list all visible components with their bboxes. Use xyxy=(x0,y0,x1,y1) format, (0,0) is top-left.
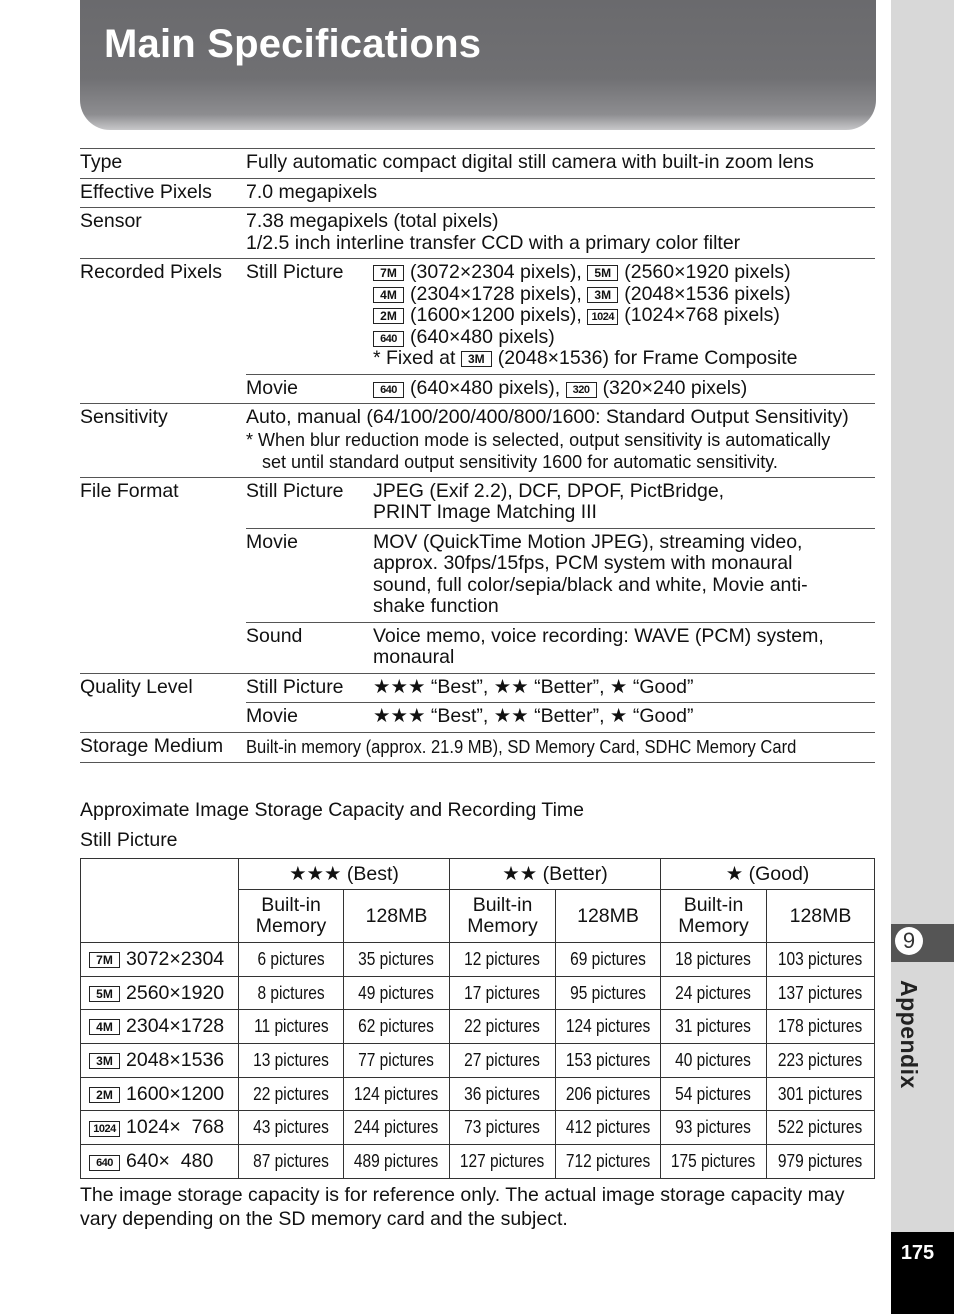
capacity-value: 22 pictures xyxy=(464,1016,541,1037)
spec-value: ★★★ “Best”, ★★ “Better”, ★ “Good” xyxy=(373,703,875,733)
capacity-value: 178 pictures xyxy=(778,1016,863,1037)
capacity-value: 137 pictures xyxy=(778,982,863,1003)
capacity-value: 8 pictures xyxy=(257,982,325,1003)
capacity-cell xyxy=(344,943,450,977)
capacity-value: 93 pictures xyxy=(675,1117,752,1138)
sensor-line: 7.38 megapixels (total pixels) xyxy=(246,210,499,232)
recorded-line xyxy=(373,305,875,327)
spec-row-file-format-still xyxy=(80,477,875,528)
media-header: 128MB xyxy=(556,890,661,943)
spec-sublabel: Still Picture xyxy=(246,673,373,703)
note-prefix: * Fixed at xyxy=(373,347,456,369)
spec-row-type xyxy=(80,149,875,179)
capacity-value: 153 pictures xyxy=(565,1049,651,1070)
table-row xyxy=(81,1010,875,1044)
spec-label: Type xyxy=(80,149,246,179)
capacity-cell xyxy=(556,976,661,1010)
spec-sublabel: Still Picture xyxy=(246,477,373,528)
capacity-value: 124 pictures xyxy=(354,1083,439,1104)
capacity-value: 35 pictures xyxy=(358,948,435,969)
recorded-text: (640×480 pixels), xyxy=(410,376,561,399)
title-banner xyxy=(80,0,876,130)
file-format-line: JPEG (Exif 2.2), DCF, DPOF, PictBridge, xyxy=(373,479,725,502)
capacity-cell xyxy=(450,1145,556,1179)
spec-label: Sensor xyxy=(80,208,246,259)
spec-value xyxy=(373,259,875,375)
table-row xyxy=(81,943,875,977)
capacity-cell xyxy=(239,1044,344,1078)
capacity-footnote: The image storage capacity is for reference only. The actual image storage capacity may vary depending on the SD memory card and the subject. xyxy=(80,1184,845,1230)
spec-sublabel: Movie xyxy=(246,374,373,404)
size-3m-icon: 3M xyxy=(461,351,492,367)
capacity-cell xyxy=(767,1145,875,1179)
frame-composite-note xyxy=(373,348,875,370)
spec-table xyxy=(80,148,875,763)
capacity-cell xyxy=(661,1111,767,1145)
capacity-value: 301 pictures xyxy=(778,1083,863,1104)
capacity-cell xyxy=(767,976,875,1010)
capacity-cell xyxy=(344,1077,450,1111)
capacity-cell xyxy=(450,1044,556,1078)
media-header: Built-in Memory xyxy=(450,890,556,943)
capacity-table xyxy=(80,858,875,1179)
capacity-value: 412 pictures xyxy=(565,1117,651,1138)
capacity-corner-cell xyxy=(81,859,239,943)
size-2m-icon: 2M xyxy=(89,1087,120,1103)
chapter-number: 9 xyxy=(895,927,923,955)
capacity-cell xyxy=(344,1111,450,1145)
capacity-cell xyxy=(450,976,556,1010)
capacity-value: 54 pictures xyxy=(675,1083,752,1104)
resolution-text: 2304×1728 xyxy=(126,1015,225,1038)
page-number: 175 xyxy=(900,1242,935,1264)
page-title: Main Specifications xyxy=(104,22,482,66)
storage-medium-value: Built-in memory (approx. 21.9 MB), SD Memory Card, SDHC Memory Card xyxy=(246,736,797,757)
spec-row-recorded-pixels-still xyxy=(80,259,875,375)
capacity-cell xyxy=(556,1077,661,1111)
spec-value xyxy=(246,732,875,762)
recorded-line xyxy=(373,327,875,349)
capacity-cell xyxy=(767,1111,875,1145)
capacity-value: 175 pictures xyxy=(671,1150,756,1171)
capacity-cell xyxy=(239,1077,344,1111)
size-4m-icon: 4M xyxy=(89,1019,120,1035)
size-3m-icon: 3M xyxy=(587,287,618,303)
recorded-text: (2048×1536 pixels) xyxy=(624,282,791,305)
media-header: Built-in Memory xyxy=(661,890,767,943)
capacity-value: 244 pictures xyxy=(354,1117,439,1138)
capacity-cell xyxy=(239,1111,344,1145)
size-640-icon: 640 xyxy=(373,331,404,347)
spec-label: Quality Level xyxy=(80,673,246,732)
capacity-value: 127 pictures xyxy=(460,1150,545,1171)
quality-header: ★ (Good) xyxy=(661,859,875,890)
capacity-cell xyxy=(344,976,450,1010)
resolution-cell xyxy=(81,1077,239,1111)
capacity-cell xyxy=(661,1145,767,1179)
capacity-value: 69 pictures xyxy=(570,948,646,969)
spec-label: Effective Pixels xyxy=(80,178,246,208)
recorded-line xyxy=(373,262,875,284)
note-text: (2048×1536) for Frame Composite xyxy=(497,347,798,369)
resolution-cell xyxy=(81,1145,239,1179)
capacity-value: 43 pictures xyxy=(253,1117,329,1138)
size-2m-icon: 2M xyxy=(373,308,404,324)
resolution-cell xyxy=(81,1111,239,1145)
recorded-line xyxy=(373,284,875,306)
table-row xyxy=(81,1077,875,1111)
spec-value: Fully automatic compact digital still camera with built-in zoom lens xyxy=(246,149,875,179)
capacity-value: 73 pictures xyxy=(464,1117,541,1138)
capacity-value: 31 pictures xyxy=(675,1016,752,1037)
capacity-value: 95 pictures xyxy=(570,982,646,1003)
still-picture-heading: Still Picture xyxy=(80,829,178,851)
spec-label: File Format xyxy=(80,477,246,673)
capacity-cell xyxy=(239,976,344,1010)
recorded-text: (2560×1920 pixels) xyxy=(624,261,791,283)
capacity-value: 12 pictures xyxy=(464,948,541,969)
capacity-cell xyxy=(556,1044,661,1078)
spec-value xyxy=(373,374,875,404)
spec-sublabel: Movie xyxy=(246,528,373,622)
recorded-text: (640×480 pixels) xyxy=(410,325,555,348)
media-header: Built-in Memory xyxy=(239,890,344,943)
capacity-cell xyxy=(661,943,767,977)
capacity-value: 11 pictures xyxy=(253,1016,329,1037)
capacity-value: 36 pictures xyxy=(464,1083,541,1104)
resolution-cell xyxy=(81,976,239,1010)
resolution-cell xyxy=(81,1044,239,1078)
capacity-value: 522 pictures xyxy=(778,1117,863,1138)
media-header: 128MB xyxy=(767,890,875,943)
resolution-cell xyxy=(81,1010,239,1044)
table-row xyxy=(81,1044,875,1078)
capacity-value: 22 pictures xyxy=(253,1083,329,1104)
capacity-value: 24 pictures xyxy=(675,982,752,1003)
capacity-cell xyxy=(661,1077,767,1111)
spec-sublabel: Movie xyxy=(246,703,373,733)
size-1024-icon: 1024 xyxy=(587,309,618,325)
capacity-cell xyxy=(556,1111,661,1145)
resolution-text: 1024× 768 xyxy=(126,1116,225,1139)
size-640-icon: 640 xyxy=(89,1155,120,1171)
resolution-text: 2048×1536 xyxy=(126,1048,225,1071)
resolution-text: 1600×1200 xyxy=(126,1082,225,1105)
capacity-cell xyxy=(344,1044,450,1078)
size-7m-icon: 7M xyxy=(89,952,120,968)
capacity-cell xyxy=(556,1010,661,1044)
spec-value xyxy=(246,404,875,478)
spec-value xyxy=(246,208,875,259)
spec-row-effective-pixels xyxy=(80,178,875,208)
table-row xyxy=(81,976,875,1010)
spec-label: Storage Medium xyxy=(80,732,246,762)
capacity-cell xyxy=(450,1077,556,1111)
size-1024-icon: 1024 xyxy=(89,1121,120,1137)
capacity-value: 27 pictures xyxy=(464,1049,541,1070)
spec-row-sensitivity xyxy=(80,404,875,478)
size-320-icon: 320 xyxy=(566,382,597,398)
sensitivity-note-line: set until standard output sensitivity 1600 for automatic sensitivity. xyxy=(262,451,778,472)
spec-value: ★★★ “Best”, ★★ “Better”, ★ “Good” xyxy=(373,673,875,703)
capacity-value: 13 pictures xyxy=(253,1049,329,1070)
recorded-text: (3072×2304 pixels), xyxy=(410,261,582,283)
capacity-cell xyxy=(450,1010,556,1044)
spec-row-storage-medium xyxy=(80,732,875,762)
recorded-text: (1600×1200 pixels), xyxy=(410,304,582,326)
resolution-cell xyxy=(81,943,239,977)
capacity-value: 77 pictures xyxy=(358,1049,435,1070)
resolution-text: 2560×1920 xyxy=(126,981,225,1004)
capacity-value: 489 pictures xyxy=(354,1150,439,1171)
capacity-cell xyxy=(767,943,875,977)
capacity-value: 40 pictures xyxy=(675,1049,752,1070)
capacity-cell xyxy=(450,1111,556,1145)
file-format-line: PRINT Image Matching III xyxy=(373,501,597,523)
capacity-cell xyxy=(239,1145,344,1179)
spec-value: MOV (QuickTime Motion JPEG), streaming video, approx. 30fps/15fps, PCM system with monaural sound, full color/sepia/black and white, Movie anti-shake function xyxy=(373,528,875,622)
spec-sublabel: Sound xyxy=(246,622,373,673)
spec-label: Sensitivity xyxy=(80,404,246,478)
size-5m-icon: 5M xyxy=(89,986,120,1002)
capacity-value: 18 pictures xyxy=(675,948,752,969)
capacity-value: 62 pictures xyxy=(358,1016,435,1037)
capacity-header-row xyxy=(81,859,875,890)
capacity-cell xyxy=(767,1077,875,1111)
spec-sublabel: Still Picture xyxy=(246,259,373,375)
capacity-cell xyxy=(661,1010,767,1044)
chapter-side-strip xyxy=(891,0,954,1314)
spec-value xyxy=(373,477,875,528)
capacity-value: 124 pictures xyxy=(565,1016,651,1037)
capacity-cell xyxy=(767,1010,875,1044)
capacity-cell xyxy=(661,976,767,1010)
sensitivity-value: Auto, manual (64/100/200/400/800/1600: Standard Output Sensitivity) xyxy=(246,406,849,428)
capacity-cell xyxy=(344,1145,450,1179)
capacity-value: 17 pictures xyxy=(464,982,541,1003)
capacity-heading: Approximate Image Storage Capacity and Recording Time xyxy=(80,799,585,821)
capacity-cell xyxy=(556,1145,661,1179)
capacity-cell xyxy=(344,1010,450,1044)
size-7m-icon: 7M xyxy=(373,265,404,281)
capacity-cell xyxy=(556,943,661,977)
capacity-value: 712 pictures xyxy=(565,1150,651,1171)
spec-value: 7.0 megapixels xyxy=(246,178,875,208)
recorded-text: (2304×1728 pixels), xyxy=(410,282,582,305)
capacity-cell xyxy=(661,1044,767,1078)
capacity-cell xyxy=(239,1010,344,1044)
capacity-value: 49 pictures xyxy=(358,982,435,1003)
spec-value: Voice memo, voice recording: WAVE (PCM) system, monaural xyxy=(373,622,875,673)
size-640-icon: 640 xyxy=(373,382,404,398)
resolution-text: 3072×2304 xyxy=(126,947,225,970)
table-row xyxy=(81,1145,875,1179)
capacity-value: 87 pictures xyxy=(253,1150,329,1171)
sensor-line: 1/2.5 inch interline transfer CCD with a primary color filter xyxy=(246,231,741,254)
size-4m-icon: 4M xyxy=(373,287,404,303)
size-3m-icon: 3M xyxy=(89,1053,120,1069)
table-row xyxy=(81,1111,875,1145)
spec-label: Recorded Pixels xyxy=(80,259,246,404)
capacity-cell xyxy=(767,1044,875,1078)
spec-row-sensor xyxy=(80,208,875,259)
capacity-value: 979 pictures xyxy=(778,1150,863,1171)
media-header: 128MB xyxy=(344,890,450,943)
capacity-value: 223 pictures xyxy=(778,1049,863,1070)
capacity-cell xyxy=(239,943,344,977)
capacity-value: 103 pictures xyxy=(778,948,863,969)
sensitivity-note-line: * When blur reduction mode is selected, output sensitivity is automatically xyxy=(246,429,831,450)
quality-header: ★★ (Better) xyxy=(450,859,661,890)
recorded-text: (320×240 pixels) xyxy=(602,376,748,399)
chapter-label: Appendix xyxy=(896,980,922,1089)
quality-header: ★★★ (Best) xyxy=(239,859,450,890)
size-5m-icon: 5M xyxy=(587,265,618,281)
spec-row-quality-still xyxy=(80,673,875,703)
capacity-value: 206 pictures xyxy=(565,1083,651,1104)
resolution-text: 640× 480 xyxy=(126,1149,214,1172)
capacity-cell xyxy=(450,943,556,977)
capacity-value: 6 pictures xyxy=(257,948,325,969)
recorded-text: (1024×768 pixels) xyxy=(624,304,780,326)
